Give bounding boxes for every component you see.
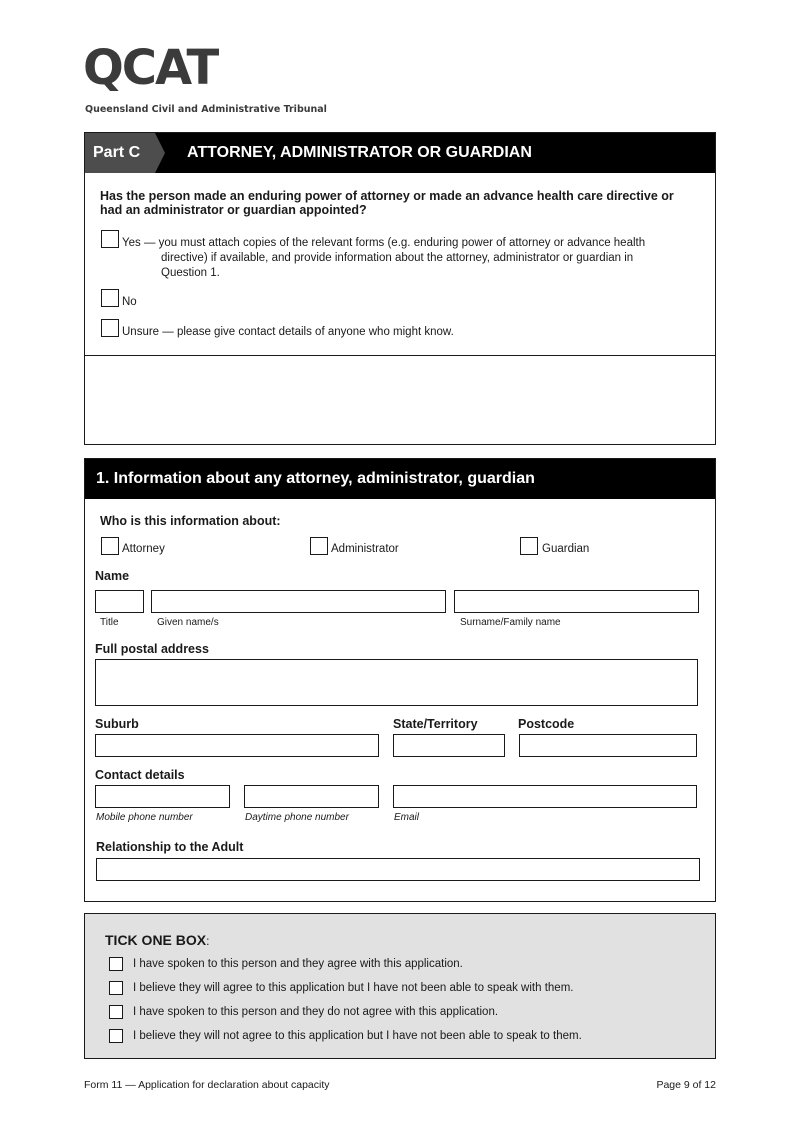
tick-option-3-label: I have spoken to this person and they do not agree with this application. bbox=[133, 1006, 499, 1018]
mobile-phone-field[interactable] bbox=[95, 785, 230, 808]
qcat-logo: QCAT bbox=[83, 40, 218, 96]
tick-option-4-label: I believe they will not agree to this application but I have not been able to speak to them. bbox=[133, 1030, 582, 1042]
unsure-checkbox[interactable] bbox=[101, 319, 119, 337]
postcode-label: Postcode bbox=[518, 717, 575, 731]
attorney-checkbox[interactable] bbox=[101, 537, 119, 555]
suburb-field[interactable] bbox=[95, 734, 379, 757]
footer-form-name: Form 11 — Application for declaration about capacity bbox=[84, 1079, 330, 1091]
contact-details-label: Contact details bbox=[95, 768, 185, 782]
surname-caption: Surname/Family name bbox=[460, 617, 561, 628]
postal-address-field[interactable] bbox=[95, 659, 698, 706]
relationship-field[interactable] bbox=[96, 858, 700, 881]
tick-option-1-checkbox[interactable] bbox=[109, 957, 123, 971]
mobile-phone-caption: Mobile phone number bbox=[96, 812, 193, 823]
section-1-title: 1. Information about any attorney, administrator, guardian bbox=[96, 470, 535, 487]
email-caption: Email bbox=[394, 812, 420, 823]
title-caption: Title bbox=[100, 617, 119, 628]
suburb-label: Suburb bbox=[95, 717, 139, 731]
title-field[interactable] bbox=[95, 590, 144, 613]
relationship-label: Relationship to the Adult bbox=[96, 840, 244, 854]
guardian-checkbox[interactable] bbox=[520, 537, 538, 555]
unsure-contact-details-area[interactable] bbox=[85, 356, 715, 444]
who-label: Who is this information about: bbox=[100, 514, 281, 528]
part-c-tab: Part C bbox=[85, 133, 155, 173]
footer-page-number: Page 9 of 12 bbox=[656, 1079, 716, 1091]
state-label: State/Territory bbox=[393, 717, 478, 731]
part-c-title: ATTORNEY, ADMINISTRATOR OR GUARDIAN bbox=[187, 144, 532, 161]
name-label: Name bbox=[95, 569, 130, 583]
daytime-phone-field[interactable] bbox=[244, 785, 379, 808]
tick-option-1-label: I have spoken to this person and they agree with this application. bbox=[133, 958, 463, 970]
postal-address-label: Full postal address bbox=[95, 642, 209, 656]
attorney-label: Attorney bbox=[122, 543, 165, 555]
email-field[interactable] bbox=[393, 785, 697, 808]
administrator-label: Administrator bbox=[331, 543, 399, 555]
daytime-phone-caption: Daytime phone number bbox=[245, 812, 349, 823]
state-field[interactable] bbox=[393, 734, 505, 757]
part-c-section bbox=[84, 132, 716, 445]
guardian-label: Guardian bbox=[542, 543, 590, 555]
part-c-question: Has the person made an enduring power of attorney or made an advance health care directive or had an administrator or guardian appointed? bbox=[100, 189, 674, 217]
section-1-header-bar bbox=[85, 459, 715, 499]
tick-option-3-checkbox[interactable] bbox=[109, 1005, 123, 1019]
tick-option-4-checkbox[interactable] bbox=[109, 1029, 123, 1043]
postcode-field[interactable] bbox=[519, 734, 697, 757]
information-section bbox=[84, 458, 716, 902]
surname-field[interactable] bbox=[454, 590, 699, 613]
tick-option-2-checkbox[interactable] bbox=[109, 981, 123, 995]
tick-one-box-heading: TICK ONE BOX: bbox=[105, 932, 210, 948]
yes-checkbox[interactable] bbox=[101, 230, 119, 248]
administrator-checkbox[interactable] bbox=[310, 537, 328, 555]
no-checkbox[interactable] bbox=[101, 289, 119, 307]
logo-subtitle: Queensland Civil and Administrative Tribunal bbox=[85, 104, 327, 115]
no-option-label: No bbox=[122, 296, 137, 308]
tick-option-2-label: I believe they will agree to this application but I have not been able to speak with them. bbox=[133, 982, 574, 994]
unsure-option-label: Unsure — please give contact details of anyone who might know. bbox=[122, 326, 454, 338]
yes-option-label: Yes — you must attach copies of the relevant forms (e.g. enduring power of attorney or advance health directive) if available, and provide information about the attorney, administrator or guardian in Question 1. bbox=[122, 237, 646, 279]
given-names-field[interactable] bbox=[151, 590, 446, 613]
given-names-caption: Given name/s bbox=[157, 617, 219, 628]
part-c-header-bar bbox=[85, 133, 715, 173]
tick-one-box-section bbox=[84, 913, 716, 1059]
